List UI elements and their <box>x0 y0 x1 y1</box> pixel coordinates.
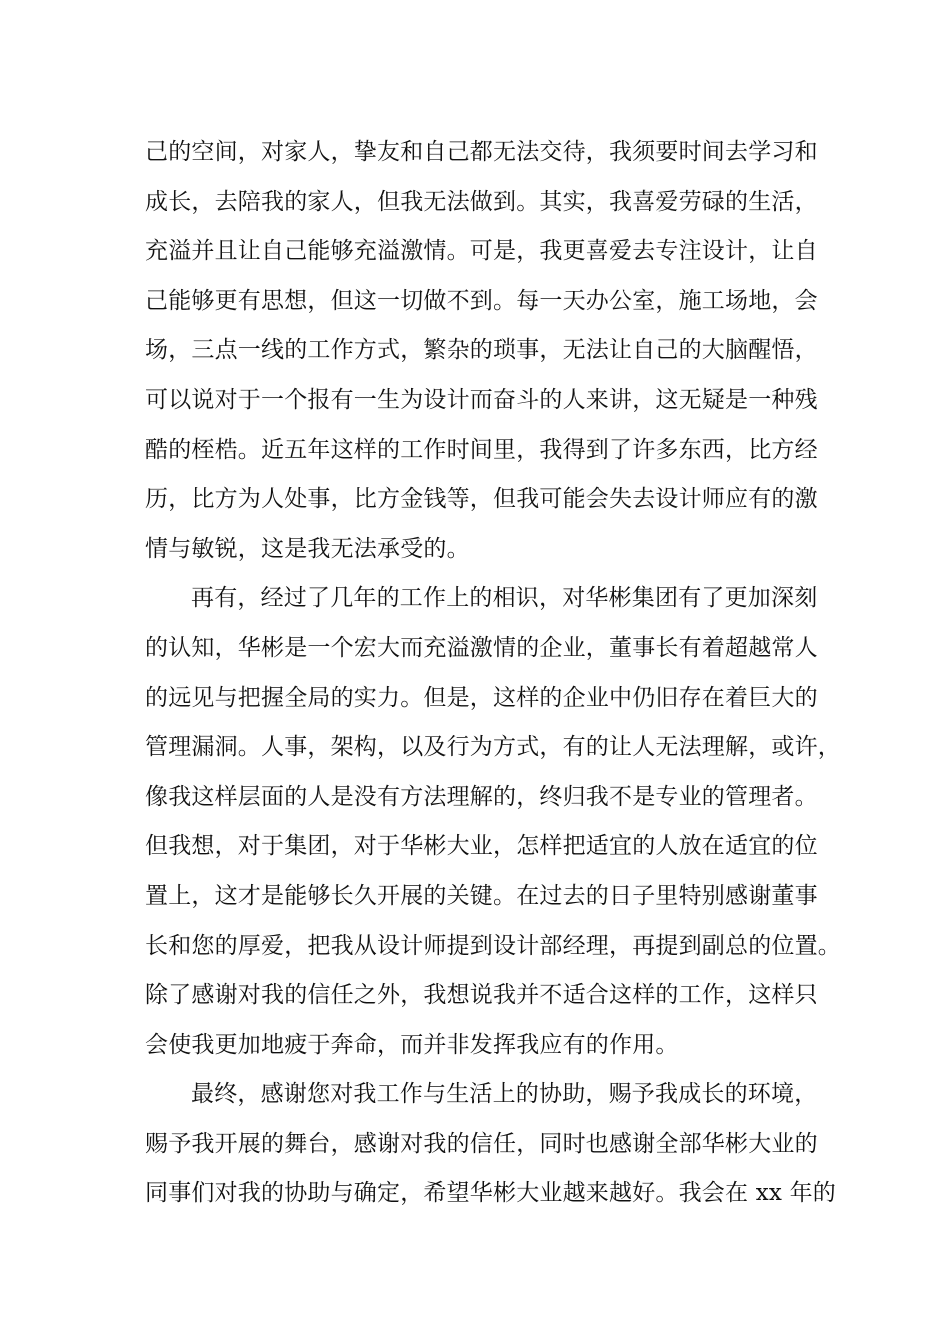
text-line: 酷的桎梏。近五年这样的工作时间里，我得到了许多东西，比方经 <box>145 436 818 463</box>
text-line: 己能够更有思想，但这一切做不到。每一天办公室，施工场地，会 <box>145 287 818 314</box>
text-line: 赐予我开展的舞台，感谢对我的信任，同时也感谢全部华彬大业的 <box>145 1130 818 1157</box>
text-line: 同事们对我的协助与确定，希望华彬大业越来越好。我会在 xx 年的 <box>145 1180 836 1207</box>
text-line: 可以说对于一个报有一生为设计而奋斗的人来讲，这无疑是一种残 <box>145 386 818 413</box>
text-line: 成长，去陪我的家人，但我无法做到。其实，我喜爱劳碌的生活， <box>145 188 818 215</box>
text-line: 的远见与把握全局的实力。但是，这样的企业中仍旧存在着巨大的 <box>145 684 818 711</box>
text-line: 像我这样层面的人是没有方法理解的，终归我不是专业的管理者。 <box>145 783 818 810</box>
paragraph-first-line: 再有，经过了几年的工作上的相识，对华彬集团有了更加深刻 <box>191 585 818 612</box>
text-line: 置上，这才是能够长久开展的关键。在过去的日子里特别感谢董事 <box>145 882 818 909</box>
text-line: 长和您的厚爱，把我从设计师提到设计部经理，再提到副总的位置。 <box>145 932 841 959</box>
text-line: 情与敏锐，这是我无法承受的。 <box>145 535 470 562</box>
text-line: 会使我更加地疲于奔命，而并非发挥我应有的作用。 <box>145 1031 679 1058</box>
body-text <box>145 128 841 1219</box>
paragraph-first-line: 最终，感谢您对我工作与生活上的协助，赐予我成长的环境， <box>191 1081 818 1108</box>
text-line: 历，比方为人处事，比方金钱等，但我可能会失去设计师应有的激 <box>145 486 818 513</box>
text-line: 场，三点一线的工作方式，繁杂的琐事，无法让自己的大脑醒悟， <box>145 337 818 364</box>
text-line: 除了感谢对我的信任之外，我想说我并不适合这样的工作，这样只 <box>145 982 818 1009</box>
text-line: 的认知，华彬是一个宏大而充溢激情的企业，董事长有着超越常人 <box>145 634 818 661</box>
text-line: 己的空间，对家人，挚友和自己都无法交待，我须要时间去学习和 <box>145 139 818 165</box>
text-line: 管理漏洞。人事，架构，以及行为方式，有的让人无法理解，或许， <box>145 734 841 761</box>
text-line: 但我想，对于集团，对于华彬大业，怎样把适宜的人放在适宜的位 <box>145 833 818 860</box>
text-line: 充溢并且让自己能够充溢激情。可是，我更喜爱去专注设计，让自 <box>145 238 818 265</box>
